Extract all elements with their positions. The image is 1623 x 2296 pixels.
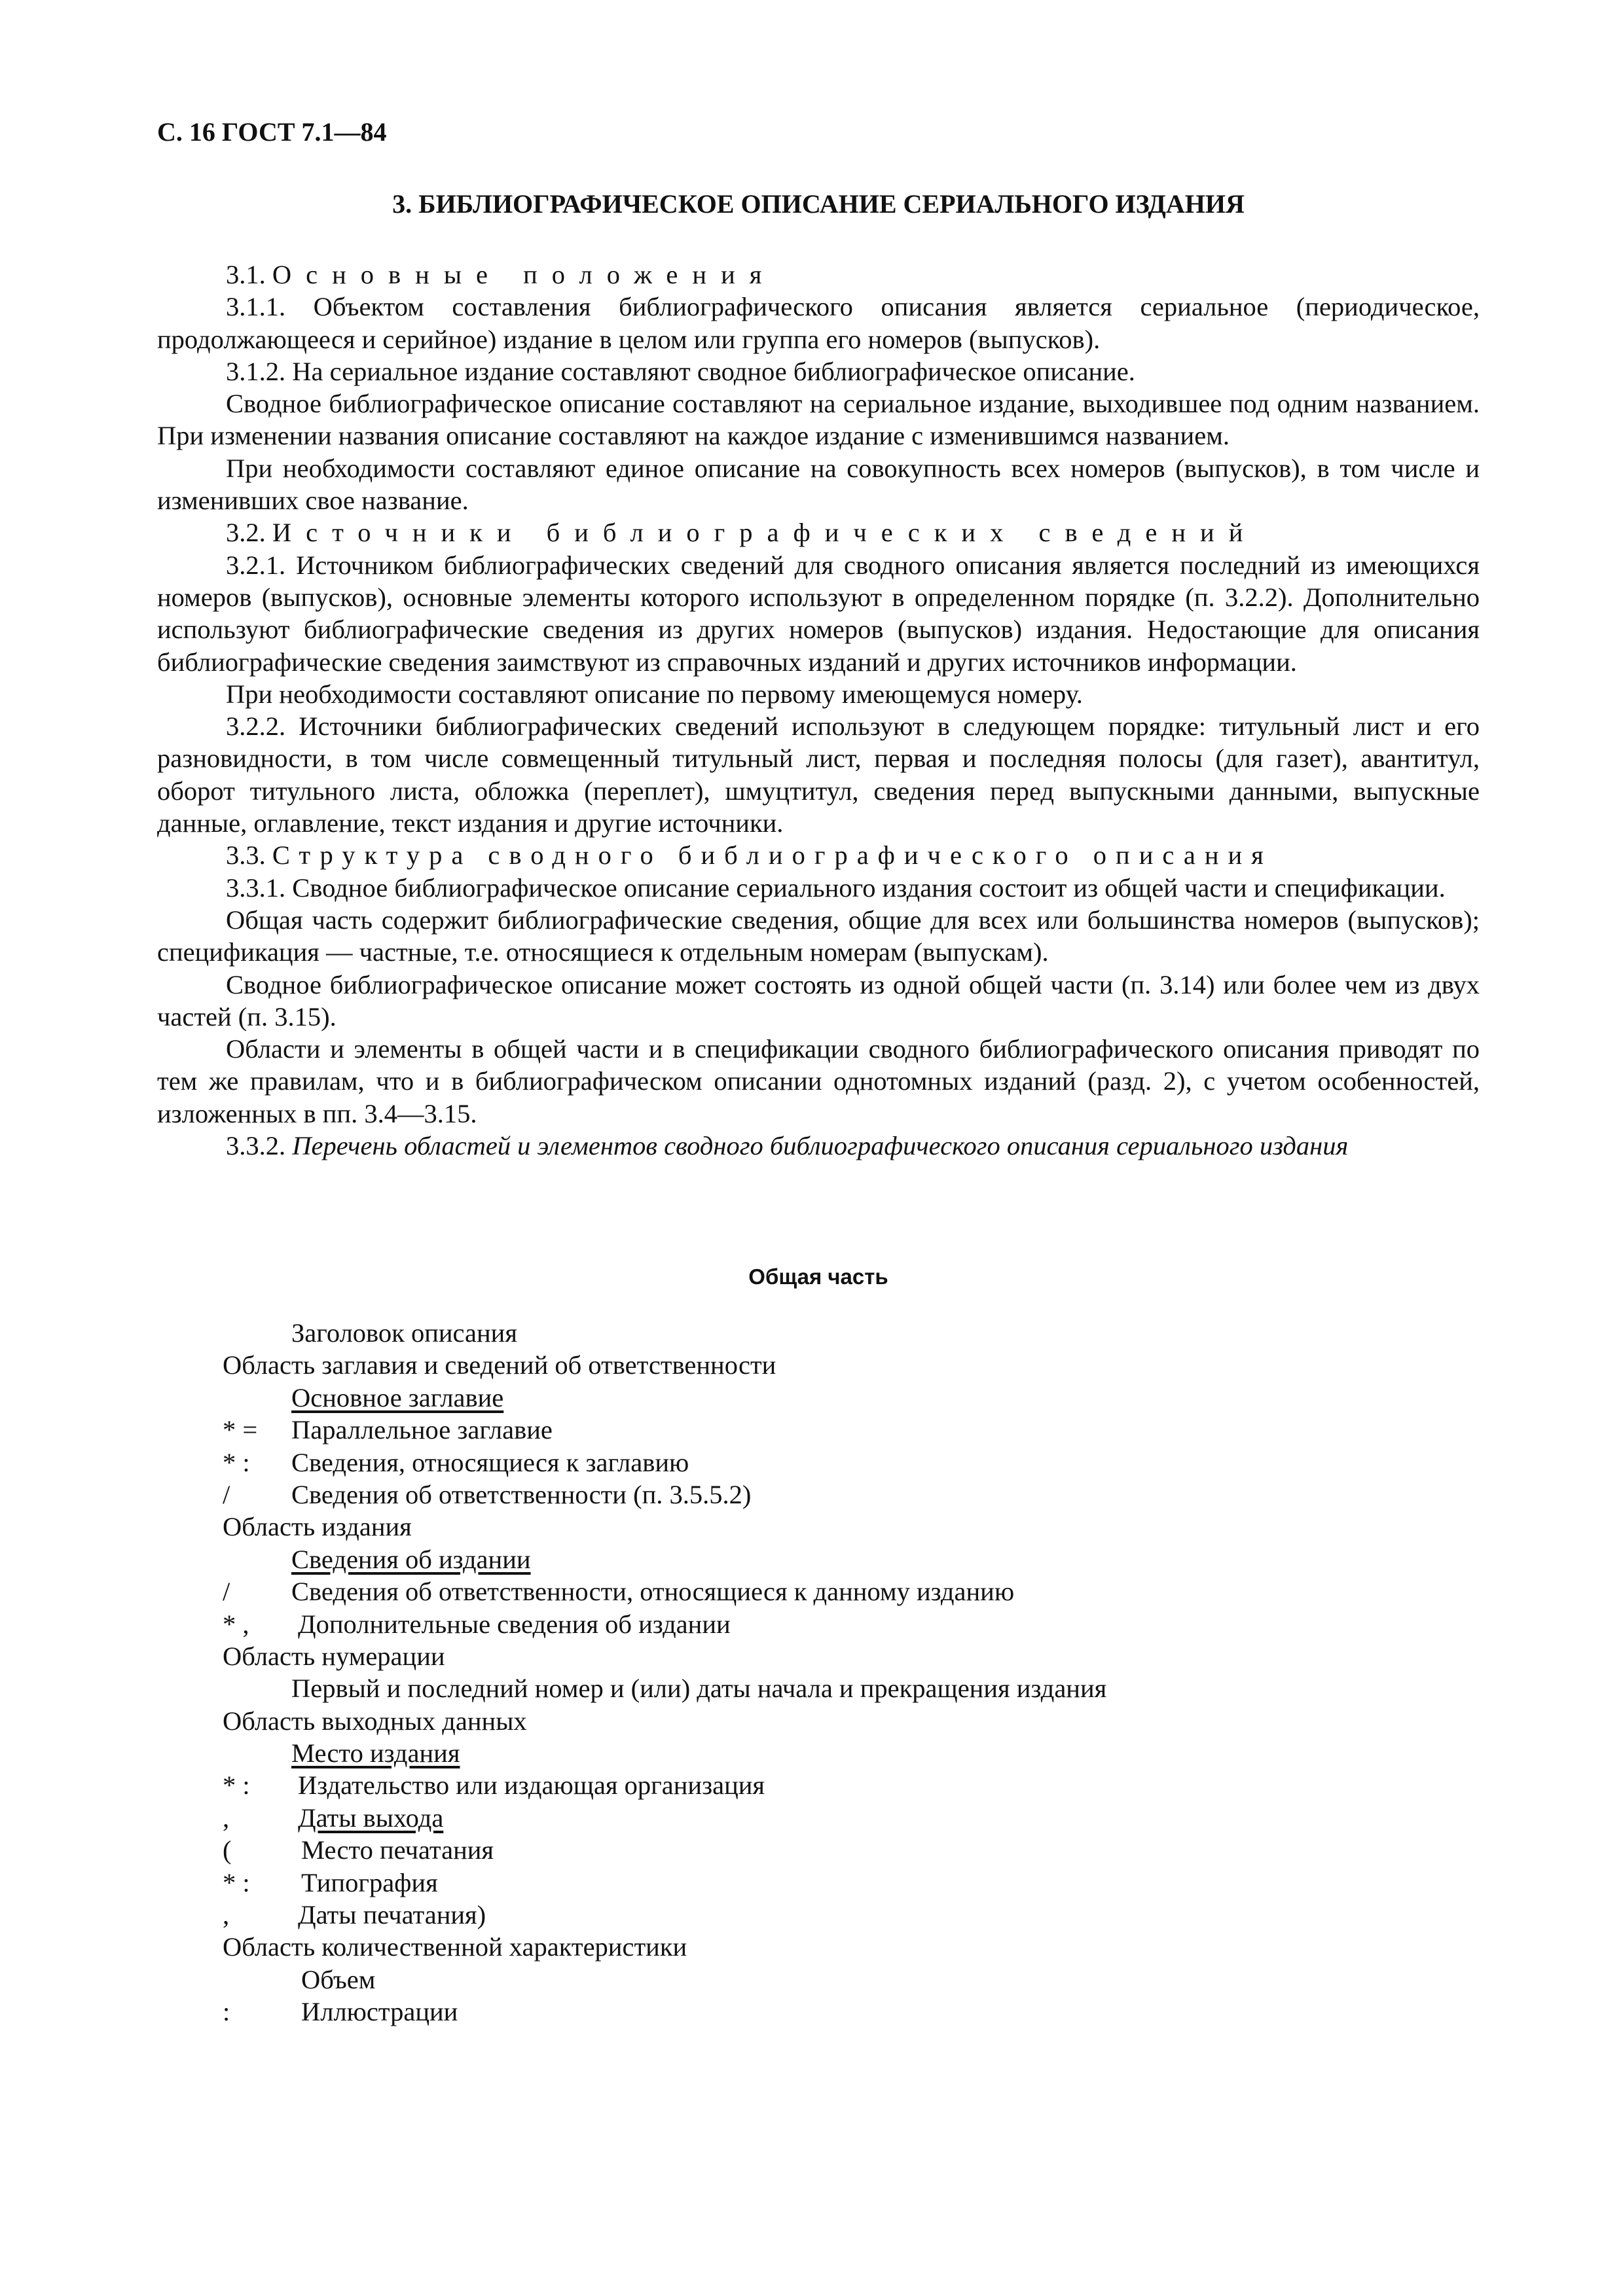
outline-row (223, 1931, 1467, 1963)
paragraph-italic-text: Перечень областей и элементов сводного библиографического описания сериального издания (292, 1131, 1349, 1161)
outline-row (223, 1479, 1467, 1511)
outline-row (223, 1349, 1467, 1381)
outline-text: Издательство или издающая организация (298, 1770, 765, 1801)
outline-text: Сведения об ответственности (п. 3.5.5.2) (291, 1479, 752, 1509)
outline-row (223, 1899, 1467, 1931)
outline-punctuation: / (223, 1577, 230, 1607)
paragraph-3-1-2-c: При необходимости составляют единое описание на совокупность всех номеров (выпусков), в том числе и изменивших свое название. (157, 453, 1480, 516)
heading-text: Структура сводного библиографического описания (272, 840, 1273, 870)
paragraph-3-3-2 (157, 1130, 1480, 1162)
paragraph-3-3-1-c: Сводное библиографическое описание может состоять из одной общей части (п. 3.14) или более чем из двух частей (п. 3.15). (157, 969, 1480, 1031)
outline-row (223, 1511, 1467, 1543)
outline-punctuation: * : (223, 1770, 250, 1801)
outline-row (223, 1705, 1467, 1737)
outline-row (223, 1543, 1467, 1575)
paragraph-3-2-1: 3.2.1. Источником библиографических сведений для сводного описания является последний из имеющихся номеров (выпусков), основные элементы которого используют в определенном порядке (п. 3.2.2). Дополнительно используют библиографические сведения из других номеров (выпусков) издания. Недостающие для описания библиографические сведения заимствуют из справочных изданий и других источников информации. (157, 550, 1480, 677)
outline-text: Объем (301, 1964, 376, 1994)
outline-punctuation: * : (223, 1867, 250, 1897)
outline-text: Дополнительные сведения об издании (298, 1609, 731, 1639)
outline-text: Иллюстрации (301, 1997, 458, 2027)
outline-row (223, 1575, 1467, 1607)
heading-number: 3.2. (226, 518, 266, 548)
paragraph-3-2-2: 3.2.2. Источники библиографических сведений используют в следующем порядке: титульный лист и его разновидности, в том числе совмещенный титульный лист, первая и последняя полосы (для газет), авантитул, оборот титульного листа, обложка (переплет), шмуцтитул, сведения перед выпускными данными, выпускные данные, оглавление, текст издания и другие источники. (157, 711, 1480, 838)
outline-area: Область количественной характеристики (223, 1932, 687, 1962)
paragraph-3-1-2-b: Сводное библиографическое описание составляют на сериальное издание, выходившее под одним названием. При изменении названия описание составляют на каждое издание с изменившимся названием. (157, 389, 1480, 451)
paragraph-3-1-1: 3.1.1. Объектом составления библиографического описания является сериальное (периодическое, продолжающееся и серийное) издание в целом или группа его номеров (выпусков). (157, 292, 1480, 354)
outline-text: Типография (301, 1867, 438, 1897)
outline-row (223, 1737, 1467, 1769)
outline-text: Параллельное заглавие (291, 1415, 553, 1445)
outline-text-underlined: Место издания (291, 1738, 460, 1768)
paragraph-3-2-1-b: При необходимости составляют описание по первому имеющемуся номеру. (226, 679, 1083, 709)
outline-area: Область заглавия и сведений об ответственности (223, 1350, 776, 1380)
outline-text: Сведения об ответственности, относящиеся к данному изданию (291, 1577, 1015, 1607)
outline-row (223, 1414, 1467, 1446)
outline-punctuation: * = (223, 1415, 258, 1445)
outline-text: Заголовок описания (291, 1318, 517, 1348)
paragraph-3-3-1-d: Области и элементы в общей части и в спецификации сводного библиографического описания приводят по тем же правилам, что и в библиографическом описании однотомных изданий (разд. 2), с учетом особенностей, изложенных в пп. 3.4—3.15. (157, 1034, 1480, 1128)
paragraph-3-1-2: 3.1.2. На сериальное издание составляют сводное библиографическое описание. (226, 356, 1135, 386)
outline-row (223, 1672, 1467, 1704)
outline-area: Область выходных данных (223, 1706, 527, 1736)
outline-punctuation: / (223, 1479, 230, 1509)
section-title: 3. БИБЛИОГРАФИЧЕСКОЕ ОПИСАНИЕ СЕРИАЛЬНОГО ИЗДАНИЯ (392, 189, 1245, 219)
document-body (157, 259, 1480, 1162)
outline-punctuation: * : (223, 1447, 250, 1477)
outline-area: Область нумерации (223, 1641, 445, 1671)
subheading-general-part: Общая часть (748, 1265, 888, 1289)
outline-row (223, 1608, 1467, 1640)
outline-row (223, 1446, 1467, 1479)
heading-number: 3.1. (226, 260, 266, 289)
heading-3-2 (157, 516, 1480, 548)
outline-row (223, 1996, 1467, 2028)
outline-row (223, 1802, 1467, 1834)
paragraph-number: 3.3.2. (226, 1131, 286, 1161)
outline-text: Место печатания (301, 1835, 494, 1865)
heading-3-3 (157, 839, 1480, 871)
outline-text: Даты печатания) (298, 1900, 486, 1930)
heading-text: Источники библиографических сведений (272, 518, 1258, 548)
outline-row (223, 1769, 1467, 1801)
outline-row (223, 1640, 1467, 1672)
outline-text: Сведения, относящиеся к заглавию (291, 1447, 689, 1477)
outline-text: Первый и последний номер и (или) даты начала и прекращения издания (291, 1674, 1107, 1704)
heading-3-1 (157, 259, 1480, 291)
outline-punctuation: , (223, 1900, 230, 1930)
outline-row (223, 1964, 1467, 1996)
outline-row (223, 1317, 1467, 1349)
heading-number: 3.3. (226, 840, 266, 870)
heading-text: Основные положения (272, 260, 776, 289)
outline-punctuation: * , (223, 1609, 249, 1639)
outline-row (223, 1867, 1467, 1899)
outline-text-underlined: Основное заглавие (291, 1382, 504, 1412)
outline-punctuation: , (223, 1803, 230, 1833)
elements-outline (223, 1317, 1467, 2028)
paragraph-3-3-1-b: Общая часть содержит библиографические сведения, общие для всех или большинства номеров (выпусков); спецификация — частные, т.е. относящиеся к отдельным номерам (выпускам). (157, 905, 1480, 967)
outline-text-underlined: Сведения об издании (291, 1544, 531, 1574)
outline-punctuation: : (223, 1997, 230, 2027)
outline-row (223, 1834, 1467, 1866)
outline-row (223, 1382, 1467, 1414)
outline-punctuation: ( (223, 1835, 232, 1865)
outline-area: Область издания (223, 1512, 412, 1542)
outline-text-underlined: Даты выхода (298, 1803, 444, 1833)
paragraph-3-3-1: 3.3.1. Сводное библиографическое описание сериального издания состоит из общей части и спецификации. (226, 872, 1446, 903)
page-header: С. 16 ГОСТ 7.1—84 (157, 117, 387, 147)
